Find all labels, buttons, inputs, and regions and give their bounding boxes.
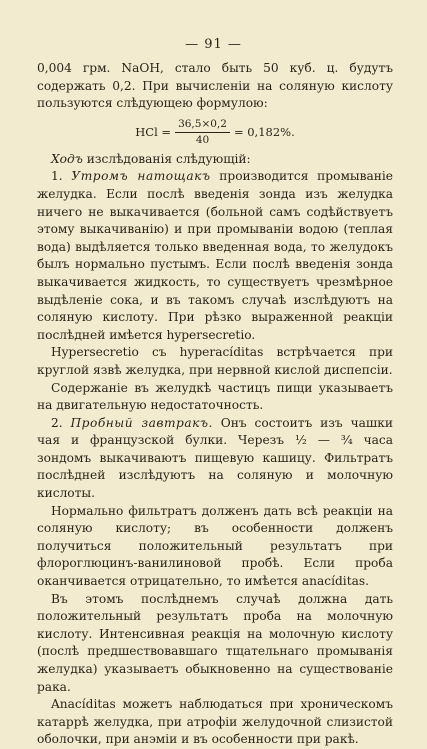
formula-numerator: 36,5×0,2 bbox=[175, 118, 230, 133]
item-1-paragraph bbox=[37, 168, 393, 344]
formula-denominator: 40 bbox=[195, 134, 210, 147]
course-text: изслѣдованія слѣдующій: bbox=[82, 151, 251, 166]
item-2-label: Пробный завтракъ. bbox=[70, 415, 213, 430]
hcl-formula bbox=[37, 115, 393, 151]
course-heading bbox=[37, 151, 393, 169]
hypersecretio-paragraph: Hypersecretio съ hyperacíditas встрѣчается при круглой язвѣ желудка, при нервной кислой диспепсіи. bbox=[37, 345, 393, 377]
item-1-label: Утромъ натощакъ bbox=[71, 169, 211, 184]
formula-fraction bbox=[175, 118, 230, 147]
food-particles-paragraph: Содержаніе въ желудкѣ частицъ пищи указываетъ на двигательную недостаточность. bbox=[37, 380, 393, 413]
filtrate-paragraph: Нормально фильтратъ долженъ дать всѣ реакціи на соляную кислоту; въ особенности долженъ получиться положительный результатъ при флороглюцинъ-ванилиновой пробѣ. Если проба оканчивается отрицательно, то имѣется anacíditas. bbox=[37, 503, 393, 589]
item-2-text: Онъ состоитъ изъ чашки чая и французской булки. Черезъ ½ — ¾ часа зондомъ выкачиваютъ пищевую кашицу. Фильтратъ послѣдней изслѣдуютъ на соляную и молочную кислоты. bbox=[37, 415, 393, 501]
item-1-text: производится промываніе желудка. Если послѣ введенія зонда изъ желудка ничего не выкачивается (больной самъ содѣйствуетъ этому выкачиванію) и при промываніи водою (теплая вода) выдѣляется только введенная вода, то желудокъ былъ нормально пустымъ. Если послѣ введенія зонда выкачивается жидкость, то существуетъ чрезмѣрное выдѣленіе сока, и въ такомъ случаѣ изслѣдуютъ на соляную кислоту. При рѣзко выраженной реакціи послѣдней имѣется hypersecretio. bbox=[37, 169, 393, 342]
item-1-number: 1. bbox=[51, 169, 72, 184]
item-2-paragraph bbox=[37, 415, 393, 503]
page-number: — 91 — bbox=[185, 37, 242, 52]
item-2-number: 2. bbox=[51, 415, 71, 430]
anaciditas-paragraph: Anacíditas можетъ наблюдаться при хроническомъ катаррѣ желудка, при атрофіи желудочной слизистой оболочки, при анэміи и въ особенности при ракѣ. bbox=[37, 697, 393, 747]
formula-lhs: HCl = bbox=[135, 124, 172, 139]
page-body bbox=[37, 60, 393, 749]
intro-paragraph: 0,004 грм. NaOH, стало быть 50 куб. ц. будутъ содержать 0,2. При вычисленіи на соляную кислоту пользуются слѣдующею формулою: bbox=[37, 61, 393, 111]
lactic-acid-paragraph: Въ этомъ послѣднемъ случаѣ должна дать положительный результатъ проба на молочную кислоту. Интенсивная реакція на молочную кислоту (послѣ предшествовавшаго тщательнаго промыванія желудка) указываетъ обыкновенно на существованіе рака. bbox=[37, 591, 393, 694]
course-label: Ходъ bbox=[51, 151, 83, 166]
formula-rhs: = 0,182%. bbox=[233, 124, 295, 139]
